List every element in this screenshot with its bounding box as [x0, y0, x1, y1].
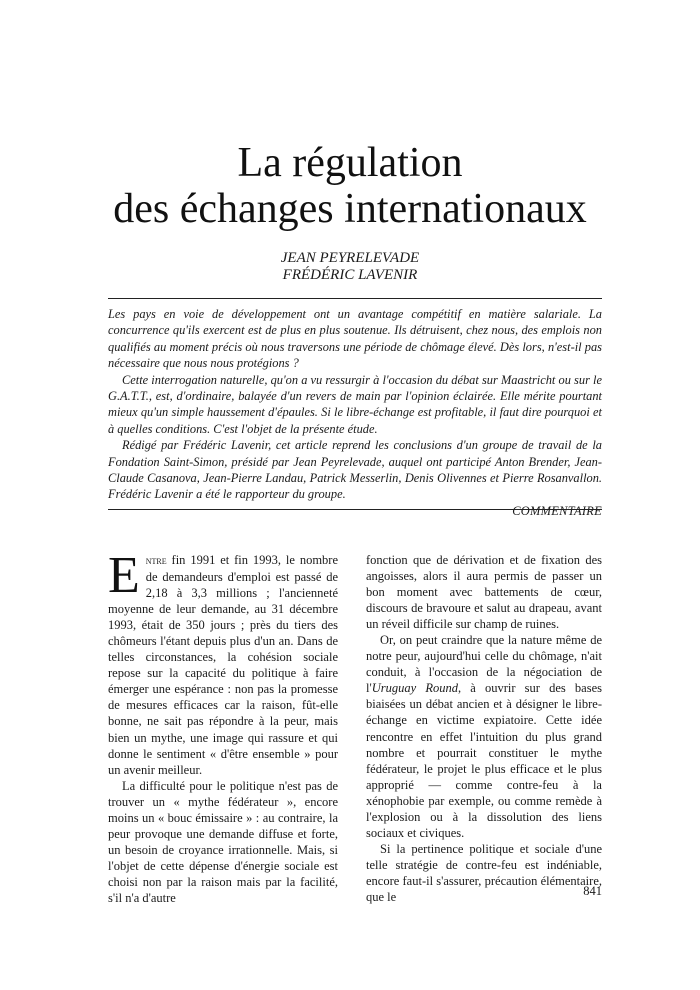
- body-paragraph: fonction que de dérivation et de fixation des angoisses, alors il aura permis de passer un bon moment avec battements de cœur, discours de bravoure et salut au drapeau, avant un réveil difficile sur champ de ruines.: [366, 553, 602, 632]
- abstract-bottom-rule: [108, 509, 602, 510]
- title-line-1: La régulation: [237, 140, 463, 186]
- author-name: FRÉDÉRIC LAVENIR: [282, 267, 418, 283]
- rubric-label: COMMENTAIRE: [512, 503, 602, 518]
- abstract-paragraph: Les pays en voie de développement ont un avantage compétitif en matière salariale. La concurrence qu'ils exercent est de plus en plus soutenue. Ils détruisent, chez nous, des emplois non qualifiés au moment précis où nous traversons une période de chômage élevé. Dès lors, n'est-il pas nécessaire que nous nous protégions ?: [108, 307, 602, 371]
- drop-cap: E: [108, 547, 140, 604]
- body-paragraph: Si la pertinence politique et sociale d'une telle stratégie de contre-feu est indéniable, encore faut-il s'assurer, précaution élémentaire, que le: [366, 841, 602, 904]
- abstract: [108, 306, 602, 519]
- body-text: , à ouvrir sur des bases biaisées un débat ancien et à désigner le libre-échange en victime expiatoire. Cette idée rencontre en effet l'intuition du plus grand nombre et pourrait constituer le mythe fédérateur, le projet le plus efficace et le plus approprié — comme contre-feu à la xénophobie par exemple, ou comme remède à l'explosion ou à la dissolution des liens sociaux et civiques.: [366, 681, 602, 840]
- page-number: 841: [583, 884, 602, 898]
- body-paragraph: [108, 547, 338, 778]
- body-paragraph: [366, 632, 602, 841]
- abstract-paragraph: Cette interrogation naturelle, qu'on a vu ressurgir à l'occasion du débat sur Maastricht ou sur le G.A.T.T., est, d'ordinaire, balayée d'un revers de main par l'opinion éclairée. Elle mérite pourtant mieux qu'un simple haussement d'épaules. Si le libre-échange est profitable, il faut dire pourquoi et à quelles conditions. C'est l'objet de la présente étude.: [108, 372, 602, 436]
- body-text: fin 1991 et fin 1993, le nombre de demandeurs d'emploi est passé de 2,18 à 3,3 millions ; l'ancienneté moyenne de leur demande, au 31 décembre 1993, était de 350 jours ; près du tiers des chômeurs l'étant depuis plus d'un an. Dans de telles circonstances, la cohésion sociale repose sur la capacité du politique à faire émerger une espérance : non pas la promesse de mesures efficaces car la raison, fût-elle bonne, ne sait pas répondre à la peur, mais bien un mythe, une image qui rassure et qui donne le sentiment « d'être ensemble » pour un avenir meilleur.: [108, 553, 338, 777]
- author-block: [0, 250, 700, 284]
- article-title: [0, 140, 700, 232]
- title-line-2: des échanges internationaux: [113, 186, 587, 232]
- body-italic-text: Uruguay Round: [371, 681, 458, 696]
- body-text: Or, on peut craindre que la nature même de notre peur, aujourd'hui celle du chômage, n'ait conduit, à l'occasion de la négociation de l': [366, 633, 602, 696]
- lead-small-caps: ntre: [145, 555, 167, 567]
- abstract-top-rule: [108, 298, 602, 299]
- author-name: JEAN PEYRELEVADE: [280, 250, 420, 266]
- body-column-left: [108, 547, 338, 906]
- body-paragraph: La difficulté pour le politique n'est pas de trouver un « mythe fédérateur », encore moins un « bouc émissaire » : au contraire, la peur provoque une demande diffuse et forte, un besoin de croyance irrationnelle. Mais, si l'objet de cette dépense d'énergie sociale est choisi non par la raison mais par la facilité, s'il n'a d'autre: [108, 778, 338, 905]
- abstract-paragraph: Rédigé par Frédéric Lavenir, cet article reprend les conclusions d'un groupe de travail de la Fondation Saint-Simon, présidé par Jean Peyrelevade, auquel ont participé Anton Brender, Jean-Claude Casanova, Jean-Pierre Landau, Patrick Messerlin, Denis Olivennes et Pierre Rosanvallon. Frédéric Lavenir a été le rapporteur du groupe.: [108, 438, 602, 502]
- body-column-right: [366, 552, 602, 905]
